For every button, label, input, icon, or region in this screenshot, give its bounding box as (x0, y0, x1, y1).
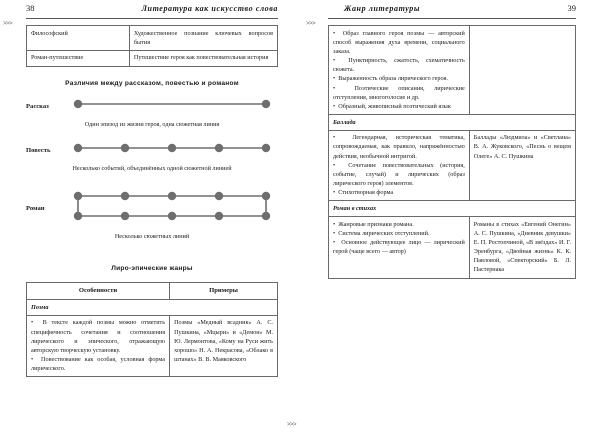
diagram-art-rasskaz (72, 97, 278, 116)
diagram-note-rasskaz: Один эпизод из жизни героя, одна сюжетная линия (84, 120, 220, 128)
poema-features: • В тексте каждой поэмы можно отметить специфичность сочетания и соотношения лирического и эпического, отражающую авторскую творческую установку. • Повествование как особая, условная форма лирического. (27, 315, 170, 377)
page-number-right: 39 (567, 3, 576, 13)
running-title-right: Жанр литературы (344, 4, 421, 13)
column-header-examples: Примеры (170, 283, 278, 300)
table-band-row (27, 300, 278, 316)
band-ballada: Баллада (329, 115, 576, 131)
diagram-art-roman (72, 189, 278, 228)
diagram-rasskaz (26, 97, 278, 129)
plot-line-single-2 (72, 97, 272, 111)
header-rule-left (26, 18, 278, 19)
poema-examples-continued (469, 26, 575, 115)
running-head-right (328, 0, 576, 17)
page-number-left: 38 (26, 3, 35, 13)
plot-line-single-5 (72, 141, 272, 155)
continuation-marker-top-left: >>> (3, 21, 13, 27)
band-roman-v-stihah: Роман в стихах (329, 201, 576, 217)
diagram-povest (26, 141, 278, 173)
page-right (300, 0, 600, 434)
diagram-art-povest (72, 141, 278, 160)
diagram-note-roman: Несколько сюжетных линий (114, 233, 190, 241)
band-poema: Поэма (27, 300, 278, 316)
table-row (27, 315, 278, 377)
table-genres (26, 25, 278, 67)
table-lyroepic-continued (328, 25, 576, 279)
genre-definition-0: Художественное познание ключевых вопросов бытия (129, 26, 277, 51)
table-row (27, 50, 278, 66)
table-row (329, 26, 576, 115)
poema-features-continued: • Образ главного героя поэмы — авторский способ выражения духа времени, социального заказа. • Пунктирность, сжатость, схематичность сюжета. • Выраженность образа лирического героя. • Поэтические описания, лирические отступления, многоголосие и др. • Образный, живописный поэтический язык (329, 26, 470, 115)
table-lyroepic-caption: Лиро-эпические жанры (111, 265, 193, 273)
ballada-examples: Баллады «Людмила» и «Светлана» В. А. Жуковского, «Песнь о вещем Олеге» А. С. Пушкина (469, 130, 575, 201)
ballada-features: • Легендарная, историческая тематика, сопровождаемая, как правило, напряжённостью действия, необычной интригой. • Сочетание повествовательных (история, событие, случай) и лирических (образ лирического героя) элементов. • Стихотворная форма (329, 130, 470, 201)
table-row (27, 26, 278, 51)
roman-v-stihah-features: • Жанровые признаки романа. • Система лирических отступлений. • Основное действующее лицо — лирический герой (чаще всего — автор) (329, 217, 470, 279)
running-title-left: Литература как искусство слова (141, 4, 278, 13)
table-header-row (27, 283, 278, 300)
plot-line-double-5 (72, 189, 272, 223)
table-row (329, 130, 576, 201)
diagram-label-roman: Роман (26, 205, 45, 213)
header-rule-right (328, 18, 576, 19)
diagram-label-povest: Повесть (26, 146, 51, 154)
diagram-label-rasskaz: Рассказ (26, 102, 49, 110)
table-band-row (329, 115, 576, 131)
column-header-features: Особенности (27, 283, 170, 300)
genre-definition-1: Путешествие героя как повествовательная история (129, 50, 277, 66)
table-row (329, 217, 576, 279)
continuation-marker-bottom-right: >>> (286, 422, 296, 428)
genre-term-1: Роман-путешествие (27, 50, 130, 66)
table-lyroepic (26, 282, 278, 377)
diagram-roman (26, 189, 278, 241)
diagram-note-povest: Несколько событий, объединённых одной сюжетной линией (72, 164, 232, 172)
continuation-marker-top-right: >>> (306, 21, 316, 27)
diagram-section-caption: Различия между рассказом, повестью и романом (65, 79, 239, 87)
table-band-row (329, 201, 576, 217)
poema-examples: Поэмы «Медный всадник» А. С. Пушкина, «Мцыри» и «Демон» М. Ю. Лермонтова, «Кому на Руси жить хорошо» Н. А. Некрасова, «Облако в штанах» В. В. Маяковского (170, 315, 278, 377)
roman-v-stihah-examples: Романы в стихах «Евгений Онегин» А. С. Пушкина, «Дневник девушки» Е. П. Ростопчиной, «В звёздах» И. Г. Эренбурга, «Двойная жизнь» К. К. Павловой, «Спекторский» Б. Л. Пастернака (469, 217, 575, 279)
genre-term-0: Философский (27, 26, 130, 51)
running-head-left (26, 0, 278, 17)
